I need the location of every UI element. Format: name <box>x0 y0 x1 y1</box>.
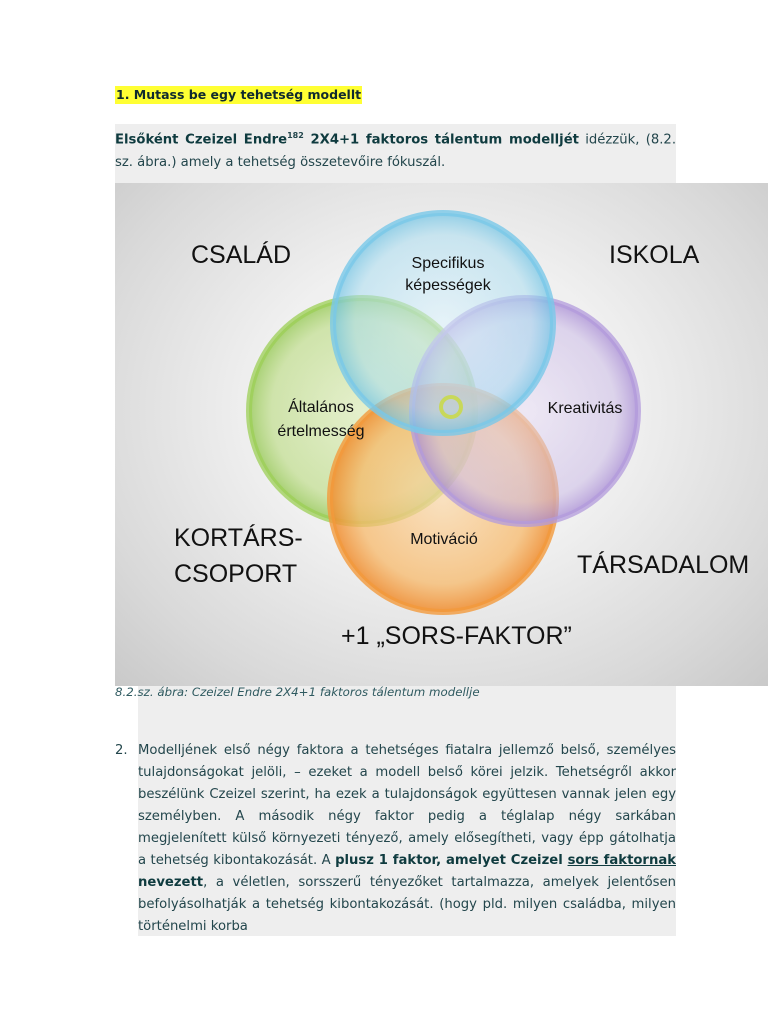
paragraph-2 <box>115 740 676 936</box>
corner-iskola: ISKOLA <box>609 241 700 269</box>
intro-rest: idézzük, (8.2. sz. ábra.) amely a tehetség összetevőire fókuszál. <box>115 132 677 171</box>
para-text-2: , a véletlen, sorsszerű tényezőket tartalmazza, amelyek jelentősen befolyásolhatják a tehetség kibontakozását. (hogy pld. milyen családba, milyen történelmi korba <box>138 875 676 934</box>
corner-kortars-1: KORTÁRS- <box>174 524 303 552</box>
intro-bold-model: 2X4+1 faktoros tálentum modelljét <box>303 132 579 148</box>
para-bold-1: plusz 1 faktor, amelyet Czeizel <box>335 853 568 868</box>
corner-kortars-2: CSOPORT <box>174 560 298 588</box>
label-motivacio: Motiváció <box>410 531 478 548</box>
corner-csalad: CSALÁD <box>191 241 292 269</box>
intro-paragraph <box>115 124 676 174</box>
figure-caption: 8.2.sz. ábra: Czeizel Endre 2X4+1 faktoros tálentum modellje <box>115 685 480 699</box>
intro-bold-author: Elsőként Czeizel Endre <box>115 132 288 148</box>
venn-diagram <box>115 183 768 686</box>
label-altalanos-2: értelmesség <box>277 423 365 440</box>
talent-model-figure <box>115 183 768 686</box>
section-heading: 1. Mutass be egy tehetség modellt <box>116 87 362 102</box>
para-bold-2: nevezett <box>138 875 204 890</box>
label-specifikus-2: képességek <box>405 277 491 294</box>
label-kreativitas: Kreativitás <box>547 400 623 417</box>
footnote-ref[interactable]: 182 <box>287 131 304 140</box>
para-text-1: Modelljének első négy faktora a tehetséges fiatalra jellemző belső, személyes tulajdonságokat jelöli, – ezeket a modell belső körei jelzik. Tehetségről akkor beszélünk Czeizel szerint, ha ezek a tulajdonságok együttesen vannak jelen egy személyben. A második négy faktor pedig a téglalap négy sarkában megjelenített külső környezeti tényező, amely elősegítheti, vagy épp gátolhatja a tehetség kibontakozását. A <box>138 743 676 868</box>
sors-faktor-label: +1 „SORS-FAKTOR” <box>341 622 572 650</box>
label-altalanos-1: Általános <box>288 399 354 416</box>
paragraph-2-text <box>138 740 676 936</box>
list-number: 2. <box>115 743 128 758</box>
sors-faktor-link[interactable]: sors faktornak <box>567 853 676 868</box>
label-specifikus-1: Specifikus <box>411 255 485 272</box>
corner-tarsadalom: TÁRSADALOM <box>577 551 750 579</box>
